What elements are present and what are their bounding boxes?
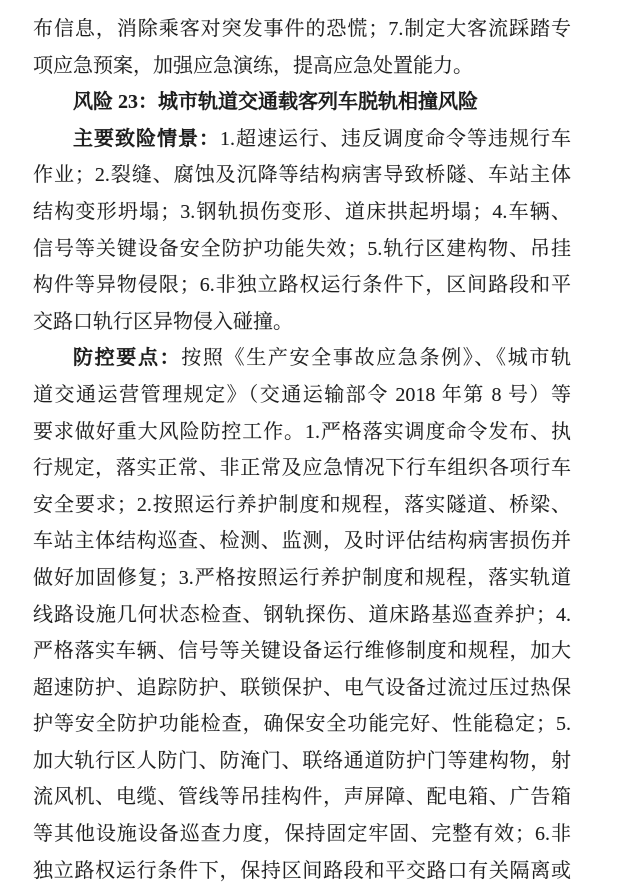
doc-line-23	[33, 816, 571, 853]
doc-line-text-segment: 加大轨行区人防门、防淹门、联络通道防护门等建构物，射	[33, 749, 571, 772]
doc-line-text-segment: 超速防护、追踪防护、联锁保护、电气设备过流过压过热保	[33, 676, 571, 699]
doc-line-text-segment: 交路口轨行区异物侵入碰撞。	[33, 310, 293, 333]
doc-line-15	[33, 523, 571, 560]
doc-line-7	[33, 231, 571, 268]
doc-line-text-segment: 项应急预案，加强应急演练，提高应急处置能力。	[33, 54, 473, 77]
doc-line-text-segment: 结构变形坍塌；3.钢轨损伤变形、道床拱起坍塌；4.车辆、	[33, 200, 571, 223]
doc-line-17	[33, 597, 571, 634]
doc-line-1	[33, 11, 571, 48]
doc-line-text-segment: 要求做好重大风险防控工作。1.严格落实调度命令发布、执	[33, 420, 571, 443]
doc-line-text-segment: 布信息，消除乘客对突发事件的恐慌；7.制定大客流踩踏专	[33, 18, 571, 40]
doc-line-text-segment: 安全要求；2.按照运行养护制度和规程，落实隧道、桥梁、	[33, 493, 571, 516]
doc-line-21	[33, 743, 571, 780]
doc-line-4	[33, 121, 571, 158]
doc-line-text-segment: 道交通运营管理规定》（交通运输部令 2018 年第 8 号）等	[33, 383, 571, 406]
doc-line-text-segment: 做好加固修复；3.严格按照运行养护制度和规程，落实轨道	[33, 566, 571, 589]
doc-line-10	[33, 340, 571, 377]
doc-line-24	[33, 853, 571, 890]
doc-line-text-segment: 线路设施几何状态检查、钢轨探伤、道床路基巡查养护；4.	[33, 603, 571, 626]
doc-line-text-segment: 严格落实车辆、信号等关键设备运行维修制度和规程，加大	[33, 640, 571, 663]
doc-line-12	[33, 414, 571, 451]
doc-line-16	[33, 560, 571, 597]
doc-line-11	[33, 377, 571, 414]
doc-line-5	[33, 157, 571, 194]
document-lines	[33, 11, 571, 889]
doc-line-text-segment: 车站主体结构巡查、检测、监测，及时评估结构病害损伤并	[33, 530, 571, 553]
doc-line-3	[33, 84, 571, 121]
doc-line-13	[33, 450, 571, 487]
doc-line-18	[33, 633, 571, 670]
doc-line-text-segment: 护等安全防护功能检查，确保安全功能完好、性能稳定；5.	[33, 713, 571, 736]
doc-line-bold-segment: 主要致险情景：	[73, 127, 220, 150]
doc-line-text-segment: 信号等关键设备安全防护功能失效；5.轨行区建构物、吊挂	[33, 237, 571, 260]
doc-line-22	[33, 779, 571, 816]
doc-line-text-segment: 独立路权运行条件下，保持区间路段和平交路口有关隔离或	[33, 859, 571, 882]
doc-line-20	[33, 706, 571, 743]
doc-line-8	[33, 267, 571, 304]
doc-line-text-segment: 按照《生产安全事故应急条例》、《城市轨	[181, 347, 572, 370]
doc-line-14	[33, 487, 571, 524]
doc-line-text-segment: 1.超速运行、违反调度命令等违规行车	[220, 127, 571, 150]
doc-line-text-segment: 等其他设施设备巡查力度，保持固定牢固、完整有效；6.非	[33, 823, 571, 846]
doc-line-bold-segment: 防控要点：	[73, 347, 182, 370]
doc-line-19	[33, 670, 571, 707]
doc-line-text-segment: 流风机、电缆、管线等吊挂构件，声屏障、配电箱、广告箱	[33, 786, 571, 809]
doc-line-9	[33, 304, 571, 341]
doc-line-text-segment: 作业；2.裂缝、腐蚀及沉降等结构病害导致桥隧、车站主体	[33, 164, 571, 187]
doc-line-text-segment: 行规定，落实正常、非正常及应急情况下行车组织各项行车	[33, 457, 571, 480]
doc-line-text-segment: 构件等异物侵限；6.非独立路权运行条件下，区间路段和平	[33, 274, 571, 297]
doc-line-2	[33, 48, 571, 85]
doc-line-bold-segment: 风险 23：城市轨道交通载客列车脱轨相撞风险	[73, 91, 478, 114]
doc-line-6	[33, 194, 571, 231]
